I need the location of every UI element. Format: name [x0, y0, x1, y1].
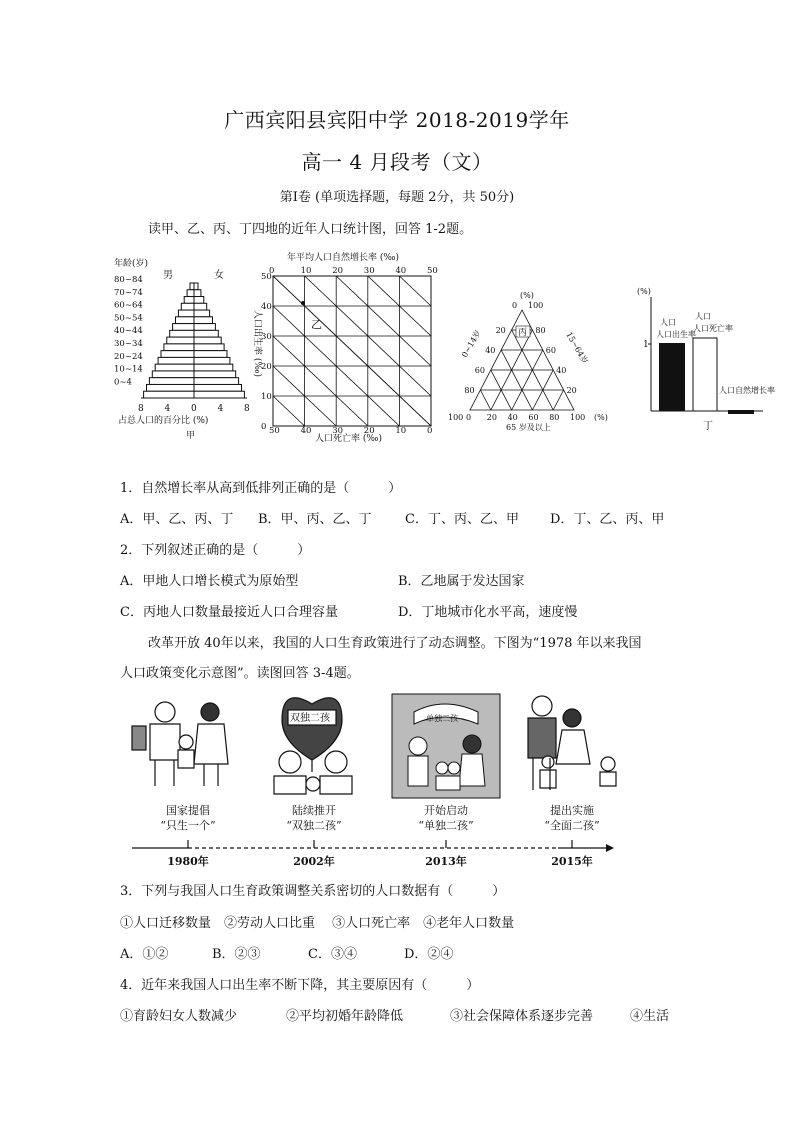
q1-option-c[interactable]: C．丁、丙、乙、甲 [405, 512, 519, 527]
q4-item-1: ①育龄妇女人数减少 [120, 1009, 238, 1024]
timeline-year: 2015年 [551, 855, 593, 868]
timeline-event-policy: “双独二孩” [286, 819, 342, 832]
pyramid-x-tick: 0 [191, 404, 197, 414]
q3-option-c[interactable]: C．③④ [308, 947, 357, 962]
q4-item-4: ④生活 [630, 1009, 670, 1024]
yi-left-tick: 40 [261, 302, 272, 312]
q1-option-d[interactable]: D．丁、乙、丙、甲 [550, 512, 665, 527]
ding-bar3-label: 人口自然增长率 [719, 386, 775, 395]
figure-yi-grid [245, 250, 445, 450]
yi-bottom-tick: 20 [363, 426, 375, 436]
yi-ylabel: 人口出生率 (‰) [252, 310, 262, 377]
bing-bottom-tick: 0 [466, 413, 472, 422]
pyramid-bar-female [194, 324, 215, 331]
yi-top-tick: 10 [300, 266, 312, 276]
yi-bottom-tick: 40 [300, 426, 312, 436]
bing-bottom-tick: 60 [528, 413, 539, 422]
timeline-year: 2013年 [425, 855, 467, 868]
pyramid-bar-male [187, 290, 194, 297]
yi-top-tick: 20 [332, 266, 344, 276]
intro-paragraph-2: 改革开放 40年以来，我国的人口生育政策进行了动态调整。下图为“1978 年以来我国 [148, 636, 642, 651]
ding-name: 丁 [703, 421, 713, 432]
illustration-family-2013 [392, 694, 500, 798]
section-heading: 第Ⅰ卷 (单项选择题，每题 2分，共 50分) [279, 190, 515, 205]
bing-bottom-pct: (%) [594, 413, 608, 422]
pyramid-age-tick: 60~64 [114, 300, 143, 311]
pyramid-age-tick: 10~14 [114, 364, 143, 375]
q1-option-a[interactable]: A．甲、乙、丙、丁 [120, 512, 234, 527]
yi-top-tick: 50 [427, 266, 438, 276]
yi-left-tick: 20 [261, 362, 272, 372]
yi-left-tick: 30 [261, 332, 272, 342]
ding-tick-1: 1 [643, 340, 649, 350]
pyramid-bar-female [194, 290, 201, 297]
yi-bottom-tick: 50 [269, 426, 280, 436]
pyramid-bar-male [167, 337, 194, 344]
jia-age-label: 年龄(岁) [114, 259, 149, 269]
q4-item-3: ③社会保障体系逐步完善 [450, 1009, 594, 1024]
pyramid-age-tick: 50~54 [114, 313, 143, 324]
bing-tick: 0 [512, 301, 518, 310]
exam-title: 广西宾阳县宾阳中学 2018-2019学年 [224, 108, 570, 132]
ding-unit: (%) [637, 287, 651, 296]
pyramid-bar-male [158, 357, 194, 364]
q3-option-b[interactable]: B．②③ [212, 947, 261, 962]
timeline-year: 2002年 [293, 855, 335, 868]
intro-paragraph-2b: 人口政策变化示意图”。读图回答 3-4题。 [120, 666, 360, 681]
pyramid-bar-male [173, 324, 194, 331]
bing-left-tick: 40 [485, 346, 496, 355]
timeline-event-label: 国家提倡 [166, 804, 210, 817]
timeline-year: 1980年 [167, 855, 209, 868]
pyramid-bar-female [194, 330, 218, 337]
q3-option-a[interactable]: A．①② [120, 947, 169, 962]
illustration-family-1980 [132, 702, 228, 786]
q3-stem: 3．下列与我国人口生育政策调整关系密切的人口数据有（ ） [120, 884, 506, 899]
bing-pct: (%) [520, 291, 534, 300]
timeline-event-label: 开始启动 [424, 804, 468, 817]
q2-stem: 2．下列叙述正确的是（ ） [120, 543, 311, 558]
pyramid-bar-male [190, 283, 194, 290]
q4-item-2: ②平均初婚年龄降低 [286, 1009, 404, 1024]
bing-point-label: 丙 [518, 328, 528, 338]
ding-bar-growth [728, 410, 754, 414]
pyramid-bar-male [155, 364, 194, 371]
pyramid-bar-male [176, 317, 195, 324]
pyramid-x-tick: 8 [244, 404, 250, 414]
bing-right-tick: 40 [556, 366, 567, 375]
q3-items: ①人口迁移数量 ②劳动人口比重 ③人口死亡率 ④老年人口数量 [120, 916, 515, 931]
pyramid-age-tick: 0~4 [114, 377, 132, 388]
yi-top-tick: 0 [269, 266, 275, 276]
q2-option-c[interactable]: C．丙地人口数量最接近人口合理容量 [120, 605, 338, 620]
bing-bottom-tick: 100 [570, 413, 586, 422]
bing-bottom-tick: 100 [448, 413, 464, 422]
yi-bottom-tick: 30 [332, 426, 344, 436]
pyramid-bar-male [149, 378, 194, 385]
bing-tick: 100 [528, 301, 544, 310]
jia-name: 甲 [186, 431, 196, 441]
bing-right-tick: 20 [566, 386, 577, 395]
pyramid-x-tick: 4 [217, 404, 224, 414]
ding-bar2-label: 人口死亡率 [693, 324, 733, 333]
yi-left-tick: 0 [261, 422, 267, 432]
bing-right-label: 15~64岁 [564, 330, 590, 366]
timeline-event-policy: “全面二孩” [544, 819, 600, 832]
timeline-event-policy: “单独二孩” [418, 819, 474, 832]
yi-left-tick: 50 [261, 272, 272, 282]
yi-top-tick: 40 [395, 266, 407, 276]
pyramid-bar-female [194, 364, 233, 371]
illustration-family-2015 [528, 696, 616, 790]
bing-bottom-tick: 80 [549, 413, 560, 422]
ding-bar-birth [659, 343, 685, 411]
figure-jia-pyramid [108, 255, 258, 445]
pyramid-bar-female [194, 303, 207, 310]
pyramid-x-tick: 8 [138, 404, 144, 414]
exam-subtitle: 高一 4 月段考（文） [301, 150, 493, 174]
pyramid-bar-female [194, 351, 227, 358]
yi-xlabel: 人口死亡率 (‰) [315, 434, 382, 444]
ding-bar1-l1: 人口 [660, 318, 676, 327]
q2-option-a[interactable]: A．甲地人口增长模式为原始型 [120, 574, 299, 589]
jia-xlabel: 占总人口的百分比 (%) [118, 416, 209, 426]
pyramid-bar-male [147, 384, 195, 391]
q1-option-b[interactable]: B．甲、丙、乙、丁 [258, 512, 372, 527]
pyramid-bar-female [194, 337, 221, 344]
pyramid-bar-female [194, 283, 198, 290]
yi-left-tick: 10 [261, 392, 272, 402]
pyramid-age-tick: 20~24 [114, 351, 143, 362]
pyramid-bar-female [194, 357, 230, 364]
pyramid-bar-female [194, 371, 236, 378]
pyramid-bar-male [184, 297, 194, 304]
banner-label: 单独二孩 [426, 714, 458, 723]
pyramid-bar-male [164, 344, 194, 351]
q2-option-d[interactable]: D．丁地城市化水平高，速度慢 [398, 605, 578, 620]
pyramid-bar-male [178, 310, 194, 317]
q4-stem: 4．近年来我国人口出生率不断下降，其主要原因有（ ） [120, 978, 480, 993]
ding-bar-death [693, 338, 717, 411]
bing-left-label: 0~14岁 [459, 328, 483, 359]
pyramid-bar-female [194, 344, 224, 351]
bing-right-tick: 80 [535, 326, 546, 335]
pyramid-bar-female [194, 384, 242, 391]
pyramid-bar-male [152, 371, 194, 378]
timeline-event-label: 陆续推开 [292, 804, 336, 817]
bing-left-tick: 60 [474, 366, 485, 375]
pyramid-bar-female [194, 310, 210, 317]
pyramid-age-tick: 30~34 [114, 339, 143, 349]
policy-timeline [128, 690, 618, 870]
yi-bottom-tick: 0 [427, 426, 433, 436]
figure-ding-bars [635, 283, 785, 433]
bing-left-tick: 80 [464, 386, 475, 395]
bing-bottom-label: 65 岁及以上 [506, 423, 551, 432]
pyramid-bar-male [181, 303, 194, 310]
yi-bottom-tick: 10 [395, 426, 407, 436]
q1-stem: 1．自然增长率从高到低排列正确的是（ ） [120, 481, 402, 496]
bing-left-tick: 20 [495, 326, 506, 335]
pyramid-bar-female [194, 391, 244, 398]
timeline-event-label: 提出实施 [550, 804, 594, 817]
balloon-label: 双独二孩 [290, 713, 330, 724]
jia-female-label: 女 [214, 270, 224, 281]
pyramid-bar-male [144, 391, 194, 398]
pyramid-bar-female [194, 317, 213, 324]
ding-bar1-label: 人口出生率 [656, 330, 696, 339]
yi-top-label: 年平均人口自然增长率 (‰) [287, 253, 399, 263]
yi-top-tick: 30 [363, 266, 375, 276]
pyramid-bar-female [194, 297, 204, 304]
bing-right-tick: 60 [545, 346, 556, 355]
pyramid-x-tick: 4 [164, 404, 171, 414]
q3-option-d[interactable]: D．②④ [404, 947, 454, 962]
bing-bottom-tick: 40 [507, 413, 518, 422]
figure-bing-ternary [448, 288, 618, 438]
pyramid-age-tick: 70~74 [114, 287, 143, 298]
timeline-event-policy: “只生一个” [160, 819, 216, 832]
bing-bottom-tick: 20 [486, 413, 497, 422]
pyramid-bar-male [170, 330, 194, 337]
jia-male-label: 男 [163, 270, 173, 281]
pyramid-age-tick: 40~44 [114, 326, 143, 337]
ding-bar2-l1: 人口 [695, 312, 711, 321]
q2-option-b[interactable]: B．乙地属于发达国家 [398, 574, 525, 589]
intro-paragraph-1: 读甲、乙、丙、丁四地的近年人口统计图，回答 1-2题。 [148, 222, 473, 237]
pyramid-age-tick: 80~84 [114, 275, 143, 285]
pyramid-bar-female [194, 378, 239, 385]
yi-point-label: 乙 [311, 318, 322, 331]
pyramid-bar-male [161, 351, 194, 358]
